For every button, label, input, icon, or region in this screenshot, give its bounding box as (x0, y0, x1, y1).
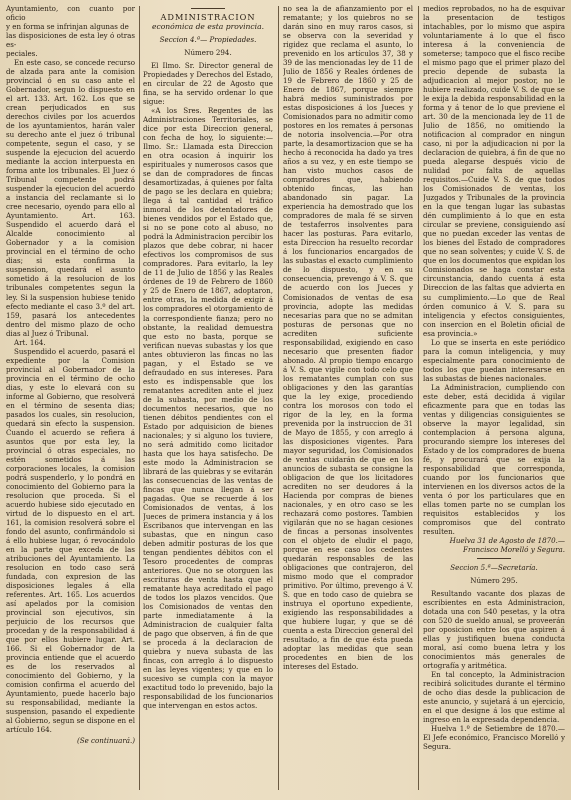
col4-paragraph-3: La Administracion, cumpliendo con este deber, está decidida á vigilar eficazmente para que en todas las ventas y diligencias consiguientes se observe la mayor legalidad, sin contemplacion á persona alguna, procurando siempre los intereses del Estado y de los compradores de buena fé, y procurará que se exija la responsabilidad que corresponda, cuando por los funcionarios que intervienen en los diversos actos de la venta ó por los particulares que en ellas tomen parte no se cumplan los requisitos establecidos y los compromisos que del contrato resulten. (423, 382, 565, 536)
col1-top-line-3: las disposiciones de esta ley ó otras es- (6, 31, 135, 50)
column-divider (418, 6, 419, 790)
column-1 (6, 4, 135, 792)
column-divider (139, 6, 140, 790)
subsection-heading: Seccion 4.ª— Propiedades. (159, 35, 257, 45)
col1-body-2: Suspendido el acuerdo, pasará el expediente por la Comision provincial al Gobernador de la provincia en el término de ocho dias, y este lo elevará con su informe al Gobierno, que resolverá en el término de sesenta dias; pasados los cuales, sin resolucion, quedará sin efecto la suspension. Cuando el acuerdo se refiera á asuntos que por esta ley, la provincial ó otras especiales, no estén sometidos á las corporaciones locales, la comision podrá suspenderlo, y lo pondrá en conocimiento del Gobierno para la resolucion que proceda. Si el acuerdo hubiese sido ejecutado en virtud de lo dispuesto en el art. 161, la comision resolverá sobre el fondo del asunto, confirmándolo si á ello hubiese lugar, ó revocándolo en la parte que exceda de las atribuciones del Ayuntamiento. La resolucion en todo caso será fundada, con expresion de las disposiciones legales á ella referentes. Art. 165. Los acuerdos así apelados por la comision provincial son ejecutivos, sin perjuicio de los recursos que procedan y de la responsabilidad á que por ellos hubiere lugar. Art. 166. Si el Gobernador de la provincia entiende que el acuerdo es de los reservados al conocimiento del Gobierno, y la comision confirma el acuerdo del Ayuntamiento, puede hacerlo bajo su responsabilidad, mediante la suspension, pasando el expediente al Gobierno, segun se dispone en el artículo 164. (6, 346, 135, 735)
col4-body-2: Resultando vacante dos plazas de escribientes en esta Administracion, dotada una con 540 pesetas, y la otra con 520 de sueldo anual, se proveerán por oposicion entre los que aspiren á ellas y justifiquen buena conducta moral, así como buena letra y los conocimientos más generales de ortografía y aritmética. (423, 588, 565, 671)
continue-note: (Se continuará.) (76, 736, 135, 746)
col3-body: no sea la de afianzamiento por el rematante; y los quiebros no se darán sino en muy raros casos, si se observa con la severidad y rigidez que reclama el asunto, lo prevenido en los artículos 37, 38 y 39 de las mencionadas ley de 11 de Julio de 1856 y Reales órdenes de 19 de Febrero de 1860 y 25 de Enero de 1867, porque siempre habrá medios suministrados por estas disposiciones á los Jueces y Comisionados para no admitir como postores en los remates á personas de notoria insolvencia.—Por otra parte, la desamortizacion que se ha hecho á reconocida ha dado ya tres años a su vez, y en este tiempo se han visto muchos casos de compradores que, habiendo obtenido fincas, las han abandonado sin pagar. La experiencia ha demostrado que los compradores de mala fé se sirven de testaferros insolventes para hacer las posturas. Para evitarlo, esta Direccion ha resuelto recordar á los funcionarios encargados de las subastas el exacto cumplimiento de lo dispuesto, y en su consecuencia, prevengo á V. S. que de acuerdo con los Jueces y Comisionados de ventas de esa provincia, adopte las medidas necesarias para que no se admitan posturas de personas que no acrediten suficiente responsabilidad, exigiendo en caso necesario que presenten fiador abonado. Al propio tiempo encargo á V. S. que vigile con todo celo que los rematantes cumplan con sus obligaciones y den las garantías que la ley exige, procediendo contra los morosos con todo el rigor de la ley, en la forma prevenida por la instruccion de 31 de Mayo de 1855, y con arreglo á las disposiciones vigentes. Para mayor seguridad, los Comisionados de ventas cuidarán de que en los anuncios de subasta se consigne la obligacion de que los licitadores acrediten no ser deudores á la Hacienda por compras de bienes nacionales, y en otro caso se les rechazará como postores. Tambien vigilarán que no se hagan cesiones de fincas a personas insolventes con el objeto de eludir el pago, porque en ese caso los cedentes quedarán responsables de las obligaciones que contrajeron, del mismo modo que el comprador primitivo. Por último, prevengo á V. S. que en todo caso de quiebra se instruya el oportuno expediente, exigiendo las responsabilidades a que hubiere lugar, y que se dé cuenta a esta Direccion general del resultado, a fin de que ésta pueda adoptar las medidas que sean procedentes en bien de los intereses del Estado. (283, 4, 413, 672)
notice-number: Número 294. (184, 48, 232, 58)
col1-top-line-4: peciales. (6, 49, 38, 59)
section-subtitle: económica de esta provincia. (151, 22, 265, 32)
column-4 (423, 4, 565, 792)
col1-top-line-1: Ayuntamiento, con cuanto por oficio (6, 4, 135, 23)
column-divider (278, 6, 279, 790)
notice-number-2: Número 295. (470, 575, 518, 585)
col2-body: «A los Sres. Regentes de las Administraciones Territoriales, se dice por esta Direccion general, con fecha de hoy, lo siguiente:—Ilmo. Sr.: Llamada esta Direccion en otra ocasion á inquirir los espirituales y numerosos casos que se dan de compradores de fincas desamortizadas, á quienes por falta de pago se les declara en quiebra; llega á tal cantidad el tráfico inmoral de los detentadores de bienes vendidos por el Estado que, si no se pone coto al abuso, no podrá la Administracion percibir los plazos que debe cobrar, ni hacer efectivos los compromisos de sus compradores. Para evitarlo, la ley de 11 de Julio de 1856 y las Reales órdenes de 19 de Febrero de 1860 y 25 de Enero de 1867, adoptaron, entre otras, la medida de exigir á los compradores el otorgamiento de la correspondiente fianza; pero no obstante, la realidad demuestra que esto no basta, porque se verifican nuevas subastas y los que antes obtuvieron las fincas no las pagan, y el Estado se ve defraudado en sus intereses. Para esto es indispensable que los rematantes acrediten ante el juez de la subasta, por medio de los documentos necesarios, que no tienen débitos pendientes con el Estado por adquisicion de bienes nacionales; y si alguno los tuviere, no será admitido como licitador hasta que los haya satisfecho. De este modo la Administracion se librará de las quiebras y se evitarán las consecuencias de las ventas de fincas que nunca llegan á ser pagadas. Que se recuerde á los Comisionados de ventas, á los Jueces de primera instancia y á los Escribanos que intervengan en las subastas, que en ningun caso deben admitir posturas de los que tengan pendientes débitos con el Tesoro procedentes de compras anteriores. Que no se otorguen las escrituras de venta hasta que el rematante haya acreditado el pago de todos los plazos vencidos. Que los Comisionados de ventas den parte inmediatamente á la Administracion de cualquier falta de pago que observen, á fin de que se proceda á la declaracion de quiebra y nueva subasta de las fincas, con arreglo á lo dispuesto en las leyes vigentes; y que en lo sucesivo se cumpla con la mayor exactitud todo lo prevenido, bajo la responsabilidad de los funcionarios que intervengan en estos actos. (143, 106, 273, 711)
short-rule (477, 558, 511, 559)
section-title: ADMINISTRACION (160, 12, 256, 22)
col4-body: medios reprobados, no ha de esquivar la presentacion de testigos intachables, por lo mismo que aspira voluntariamente á lo que el fisco interesa á la conveniencia de someterse; tampoco que el fisco recibe el mismo pago que el primer plazo del precio depende de subasta la adjudicacion al mejor postor, no le hubiere realizado, cuide V. S. de que se le exija la debida responsabilidad en la forma y á tenor de lo que previene el art. 30 de la mencionada ley de 11 de Julio de 1856, no omitiendo la notificacion al comprador en ningun caso, ni por la adjudicacion ni por la declaracion de quiebra, á fin de que no pueda alegarse después vicio de nulidad por falta de aquellas requisitos.—Cuide V. S. de que todos los Comisionados de ventas, los Juzgados y Tribunales de la provincia en la que tengan lugar las subastas dén cumplimiento á lo que en esta circular se previene, consiguiendo así que no puedan exceder las ventas de los bienes del Estado de compradores que no sean solventes; y cuide V. S. de que en los documentos que expidan los Comisionados se haga constar esta circunstancia, dando cuenta á esta Direccion de las faltas que advierta en su cumplimiento.—Lo que de Real órden comunico á V. S. para su inteligencia y efectos consiguientes, con insercion en el Boletin oficial de esa provincia.» (423, 4, 565, 338)
col4-paragraph-2: Lo que se inserta en este periódico para la comun inteligencia, y muy especialmente para conocimiento de todos los que puedan interesarse en las subastas de bienes nacionales. (423, 337, 565, 383)
col2-intro: El Ilmo. Sr. Director general de Propiedades y Derechos del Estado, en circular de 22 de Agosto que fina, se ha servido ordenar lo que sigue: (143, 61, 273, 107)
column-3 (283, 4, 413, 792)
subsection-heading-2: Seccion 5.ª—Secretaría. (450, 562, 538, 572)
col1-top-line-2: y en forma se infrinjan algunas de (6, 22, 129, 32)
short-rule (191, 8, 225, 9)
column-2 (143, 4, 273, 792)
signature-name: Francisco Morelló y Segura. (463, 544, 565, 554)
signature-date: Huelva 31 de Agosto de 1870.— (449, 535, 565, 545)
col4-paragraph-4: En tal concepto, la Administracion recibirá solicitudes durante el término de ocho dias desde la publicacion de este anuncio, y sujetará á un ejercicio, en el que designe á los que estime al ingreso en la expresada dependencia. (423, 670, 565, 725)
col4-signature-2: Huelva 1.º de Setiembre de 1870.—El Jefe económico, Francisco Morelló y Segura. (423, 724, 565, 752)
col1-article-label: Art. 164. (14, 337, 46, 347)
col1-body: En este caso, se concede recurso de alzada para ante la comision provincial ó en su caso ante el Gobernador, segun lo dispuesto en el art. 133. Art. 162. Los que se crean perjudicados en sus derechos civiles por los acuerdos de los ayuntamientos, harán valer su derecho ante el juez ó tribunal competente, segun el caso, y se suspende la ejecucion del acuerdo mediante la accion interpuesta en forma ante los tribunales. El Juez ó Tribunal competente podrá suspender la ejecucion del acuerdo a instancia del reclamante si lo cree necesario, oyendo para ello al Ayuntamiento. Art. 163. Suspendido el acuerdo dará el Alcalde conocimiento al Gobernador y a la comision provincial en el término de ocho dias; si esta confirma la suspension, quedará el asunto sometido á la resolucion de los tribunales competentes segun la ley. Si la suspension hubiese tenido efecto mediante el caso 3.º del art. 159, pasará los antecedentes dentro del mismo plazo de ocho dias al Juez ó Tribunal. (6, 58, 135, 338)
